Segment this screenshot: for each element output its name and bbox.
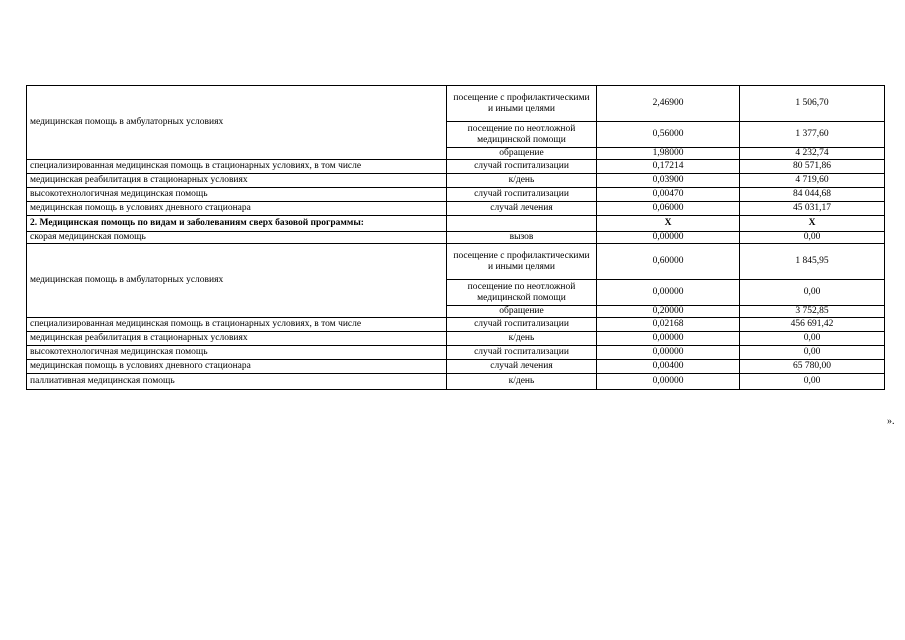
section-title: 2. Медицинская помощь по видам и заболеваниям сверх базовой программы: xyxy=(27,216,447,232)
cost-cell: 3 752,85 xyxy=(740,306,885,318)
cost-cell: 0,00 xyxy=(740,232,885,244)
norm-cell: 0,03900 xyxy=(597,174,740,188)
unit-cell: к/день xyxy=(447,174,597,188)
service-name-cell: медицинская помощь в условиях дневного стационара xyxy=(27,202,447,216)
section-row xyxy=(27,216,885,232)
unit-cell: обращение xyxy=(447,306,597,318)
table-row xyxy=(27,202,885,216)
norm-cell: 0,00000 xyxy=(597,232,740,244)
unit-cell: посещение с профилактическими и иными целями xyxy=(447,244,597,280)
norm-cell: 0,00400 xyxy=(597,360,740,374)
service-name-cell: специализированная медицинская помощь в стационарных условиях, в том числе xyxy=(27,160,447,174)
norm-cell: Х xyxy=(597,216,740,232)
unit-cell: случай госпитализации xyxy=(447,346,597,360)
unit-cell xyxy=(447,216,597,232)
service-name-cell: скорая медицинская помощь xyxy=(27,232,447,244)
cost-cell: 0,00 xyxy=(740,346,885,360)
service-name-cell: специализированная медицинская помощь в стационарных условиях, в том числе xyxy=(27,318,447,332)
norm-cell: 0,00470 xyxy=(597,188,740,202)
service-name-cell: медицинская помощь в амбулаторных условиях xyxy=(27,86,447,160)
table-row xyxy=(27,160,885,174)
service-name-cell: медицинская помощь в амбулаторных условиях xyxy=(27,244,447,318)
unit-cell: случай госпитализации xyxy=(447,188,597,202)
unit-cell: случай госпитализации xyxy=(447,160,597,174)
norm-cell: 0,00000 xyxy=(597,280,740,306)
closing-quote-mark: ». xyxy=(887,416,895,427)
table-row xyxy=(27,374,885,390)
norm-cell: 0,17214 xyxy=(597,160,740,174)
service-name-cell: медицинская реабилитация в стационарных условиях xyxy=(27,174,447,188)
unit-cell: вызов xyxy=(447,232,597,244)
cost-cell: 45 031,17 xyxy=(740,202,885,216)
norm-cell: 0,56000 xyxy=(597,122,740,148)
norms-table xyxy=(26,85,885,390)
cost-cell: 84 044,68 xyxy=(740,188,885,202)
unit-cell: случай лечения xyxy=(447,360,597,374)
table-row xyxy=(27,232,885,244)
unit-cell: случай лечения xyxy=(447,202,597,216)
unit-cell: посещение по неотложной медицинской помощи xyxy=(447,280,597,306)
service-name-cell: высокотехнологичная медицинская помощь xyxy=(27,346,447,360)
cost-cell: 65 780,00 xyxy=(740,360,885,374)
norm-cell: 0,00000 xyxy=(597,374,740,390)
cost-cell: 0,00 xyxy=(740,280,885,306)
unit-cell: к/день xyxy=(447,332,597,346)
cost-cell: 4 719,60 xyxy=(740,174,885,188)
cost-cell: 456 691,42 xyxy=(740,318,885,332)
norm-cell: 0,20000 xyxy=(597,306,740,318)
service-name-cell: высокотехнологичная медицинская помощь xyxy=(27,188,447,202)
cost-cell: Х xyxy=(740,216,885,232)
unit-cell: посещение по неотложной медицинской помощи xyxy=(447,122,597,148)
table-row xyxy=(27,318,885,332)
unit-cell: посещение с профилактическими и иными целями xyxy=(447,86,597,122)
cost-cell: 0,00 xyxy=(740,332,885,346)
norm-cell: 0,06000 xyxy=(597,202,740,216)
cost-cell: 1 845,95 xyxy=(740,244,885,280)
cost-cell: 4 232,74 xyxy=(740,148,885,160)
table-row xyxy=(27,332,885,346)
table-row xyxy=(27,86,885,122)
norm-cell: 0,02168 xyxy=(597,318,740,332)
norm-cell: 0,60000 xyxy=(597,244,740,280)
table-row xyxy=(27,346,885,360)
norm-cell: 2,46900 xyxy=(597,86,740,122)
unit-cell: случай госпитализации xyxy=(447,318,597,332)
unit-cell: к/день xyxy=(447,374,597,390)
table-row xyxy=(27,188,885,202)
cost-cell: 1 377,60 xyxy=(740,122,885,148)
table-row xyxy=(27,360,885,374)
unit-cell: обращение xyxy=(447,148,597,160)
norm-cell: 1,98000 xyxy=(597,148,740,160)
cost-cell: 1 506,70 xyxy=(740,86,885,122)
table-row xyxy=(27,244,885,280)
norm-cell: 0,00000 xyxy=(597,332,740,346)
cost-cell: 0,00 xyxy=(740,374,885,390)
service-name-cell: медицинская помощь в условиях дневного стационара xyxy=(27,360,447,374)
table-row xyxy=(27,174,885,188)
service-name-cell: паллиативная медицинская помощь xyxy=(27,374,447,390)
cost-cell: 80 571,86 xyxy=(740,160,885,174)
service-name-cell: медицинская реабилитация в стационарных условиях xyxy=(27,332,447,346)
norm-cell: 0,00000 xyxy=(597,346,740,360)
